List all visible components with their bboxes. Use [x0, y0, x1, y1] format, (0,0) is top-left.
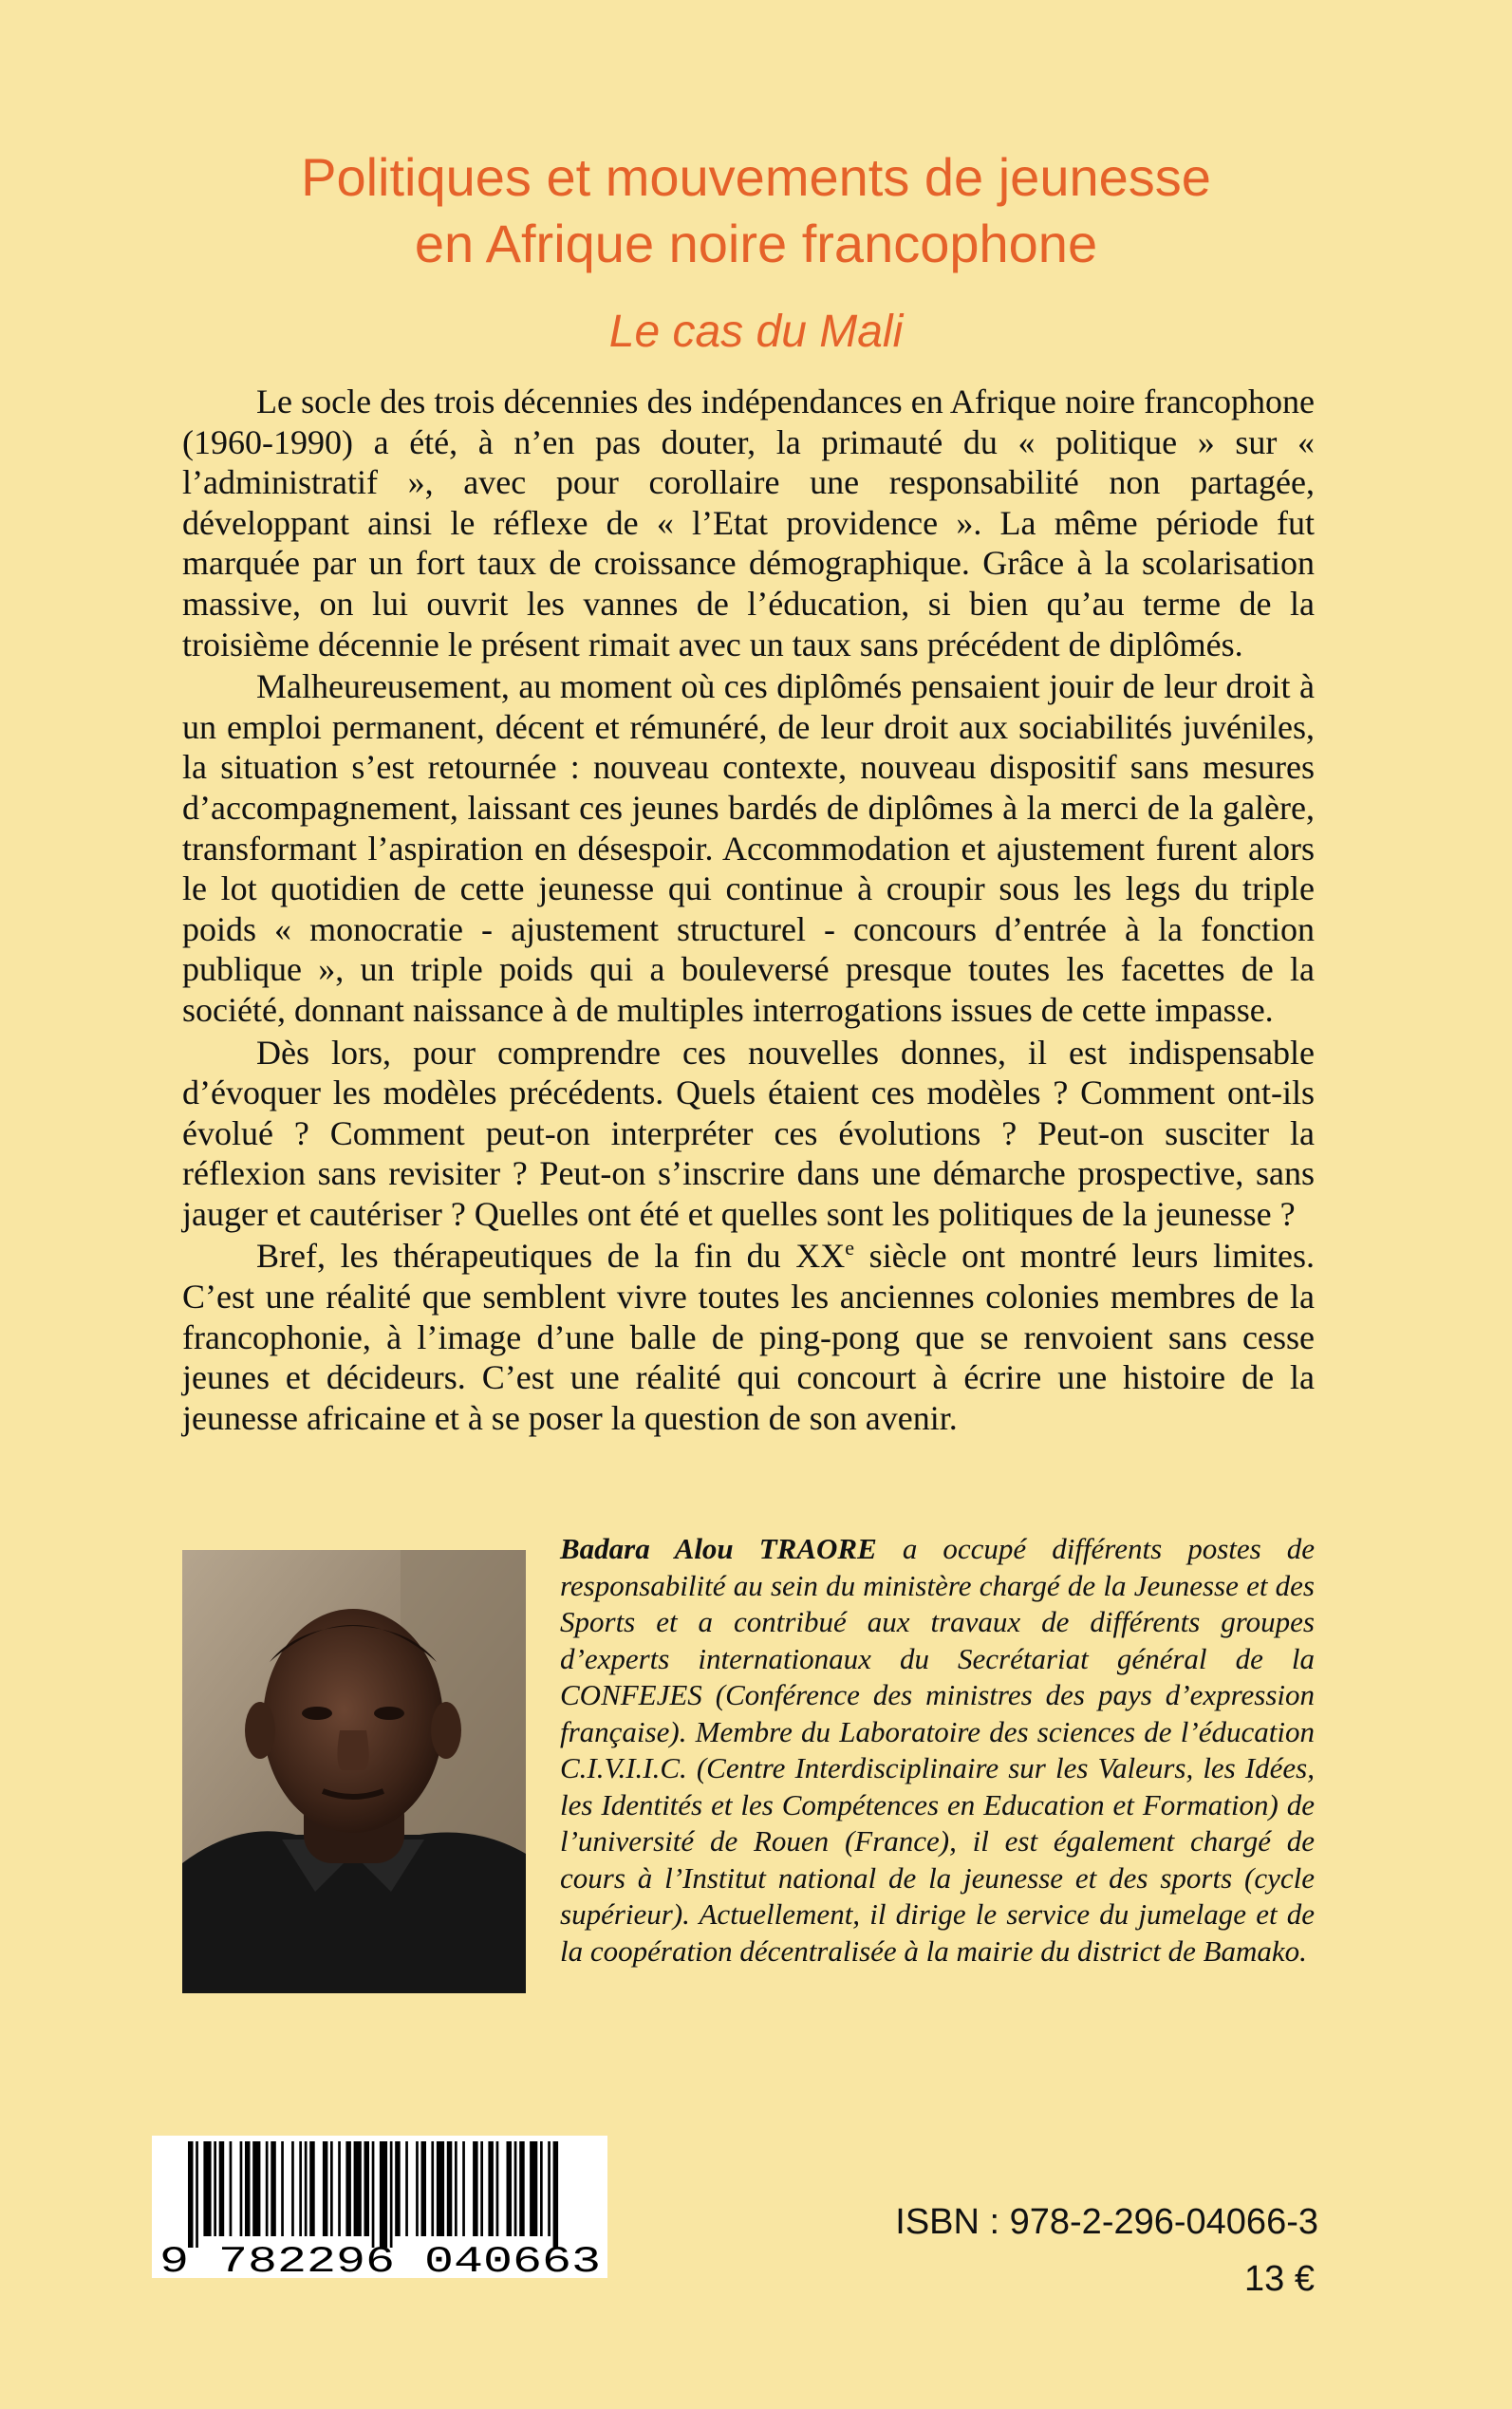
isbn-barcode — [152, 2136, 607, 2278]
barcode-bar — [553, 2141, 559, 2248]
barcode-bar — [203, 2141, 211, 2236]
barcode-bar — [305, 2141, 308, 2236]
barcode-bar — [230, 2141, 233, 2236]
barcode-bar — [214, 2141, 216, 2236]
barcode-bar — [245, 2141, 251, 2236]
barcode-bar — [488, 2141, 494, 2236]
paragraph-1: Le socle des trois décennies des indépendances en Afrique noire francophone (1960-1990) a été, à n’en pas douter, la primauté du « politique » sur « l’administratif », avec pour corollaire une responsabilité non partagée, développant ainsi le réflexe de « l’Etat providence ». La même période fut marquée par un fort taux de croissance démographique. Grâce à la scolarisation massive, on lui ouvrit les vannes de l’éducation, si bien qu’au terme de la troisième décennie le présent rimait avec un taux sans précédent de diplômés. — [182, 383, 1315, 663]
barcode-bar — [240, 2141, 243, 2236]
barcode-bar — [380, 2141, 387, 2248]
title-line-2: en Afrique noire francophone — [414, 214, 1098, 273]
title-line-1: Politiques et mouvements de jeunesse — [301, 147, 1211, 207]
barcode-bar — [473, 2141, 478, 2236]
barcode-bar — [291, 2141, 294, 2236]
barcode-bar — [309, 2141, 315, 2236]
barcode-bar — [372, 2141, 375, 2248]
paragraph-4-end: siècle ont montré leurs limites. C’est une réalité que semblent vivre toutes les anciennes colonies membres de la francophonie, à l’image d’une balle de ping-pong que se renvoient sans cesse jeunes et décideurs. C’est une réalité qui concourt à écrire une histoire de la jeunesse africaine et à se poser la question de son avenir. — [182, 1237, 1315, 1437]
barcode-bar — [416, 2141, 419, 2236]
author-bio-text: a occupé différents postes de responsabilité au sein du ministère chargé de la Jeunesse et des Sports et a contribué aux travaux de différents groupes d’experts internationaux du Secrétariat général de la CONFEJES (Conférence des ministres des pays d’expression française). Membre du Laboratoire des sciences de l’éducation C.I.V.I.I.C. (Centre Interdisciplinaire sur les Valeurs, les Idées, les Identités et les Compétences en Education et Formation) de l’université de Rouen (France), il est également chargé de cours à l’Institut national de la jeunesse et des sports (cycle supérieur). Actuellement, il dirige le service du jumelage et de la coopération décentralisée à la mairie du district de Bamako. — [560, 1532, 1316, 1968]
barcode-bar — [299, 2141, 302, 2236]
barcode-bar — [548, 2141, 551, 2236]
paragraph-3: Dès lors, pour comprendre ces nouvelles donnes, il est indispensable d’évoquer les modèles précédents. Quels étaient ces modèles ? Comment ont-ils évolué ? Comment peut-on interpréter ces évolutions ? Peut-on susciter la réflexion sans revisiter ? Peut-on s’inscrire dans une démarche prospective, sans jauger et cautériser ? Quelles ont été et quelles sont les politiques de la jeunesse ? — [182, 1033, 1315, 1233]
barcode-bar — [390, 2141, 393, 2248]
paragraph-4-start: Bref, les thérapeutiques de la fin du XX — [256, 1237, 846, 1276]
barcode-bar — [330, 2141, 333, 2236]
author-name: Badara Alou TRAORE — [560, 1532, 877, 1565]
barcode-bar — [462, 2141, 465, 2236]
barcode-bar — [421, 2141, 427, 2236]
barcode-bar — [219, 2141, 225, 2236]
barcode-bar — [530, 2141, 537, 2236]
barcode-bar — [338, 2141, 341, 2236]
barcode-bar — [281, 2141, 284, 2236]
isbn-number: ISBN : 978-2-296-04066-3 — [895, 2202, 1318, 2242]
century-superscript: e — [845, 1236, 854, 1261]
barcode-bar — [323, 2141, 328, 2236]
barcode-bar — [447, 2141, 453, 2236]
barcode-bar — [431, 2141, 434, 2236]
barcode-bar — [395, 2141, 401, 2236]
barcode-bar — [354, 2141, 362, 2236]
barcode-digits: 9 782296 040663 — [159, 2241, 601, 2278]
author-photo — [182, 1550, 526, 1993]
barcode-bar — [266, 2141, 269, 2236]
barcode-bar — [455, 2141, 457, 2236]
barcode-bar — [519, 2141, 525, 2236]
barcode-bar — [364, 2141, 370, 2236]
barcode-bar — [514, 2141, 517, 2236]
barcode-bar — [480, 2141, 483, 2236]
barcode-bar — [196, 2141, 198, 2248]
barcode-bar — [345, 2141, 351, 2236]
barcode-bar — [405, 2141, 408, 2236]
price: 13 € — [1244, 2259, 1315, 2299]
barcode-bar — [507, 2141, 513, 2236]
barcode-bar — [271, 2141, 276, 2236]
barcode-bar — [252, 2141, 260, 2236]
barcode-bar — [540, 2141, 543, 2236]
paragraph-2: Malheureusement, au moment où ces diplômés pensaient jouir de leur droit à un emploi permanent, décent et rémunéré, de leur droit aux sociabilités juvéniles, la situation s’est retournée : nouveau contexte, nouveau dispositif sans mesures d’accompagnement, laissant ces jeunes bardés de diplômes à la merci de la galère, transformant l’aspiration en désespoir. Accommodation et ajustement furent alors le lot quotidien de cette jeunesse qui continue à croupir sous les legs du triple poids « monocratie - ajustement structurel - concours d’entrée à la fonction publique », un triple poids qui a bouleversé presque toutes les facettes de la société, donnant naissance à de multiples interrogations issues de cette impasse. — [182, 667, 1315, 1029]
barcode-bar — [188, 2141, 194, 2248]
book-title — [0, 144, 1512, 277]
book-subtitle: Le cas du Mali — [608, 307, 904, 357]
barcode-bar — [496, 2141, 499, 2236]
barcode-bar — [437, 2141, 444, 2236]
author-bio — [560, 1531, 1315, 1970]
back-cover-text — [182, 382, 1315, 1438]
paragraph-4 — [182, 1236, 1315, 1438]
